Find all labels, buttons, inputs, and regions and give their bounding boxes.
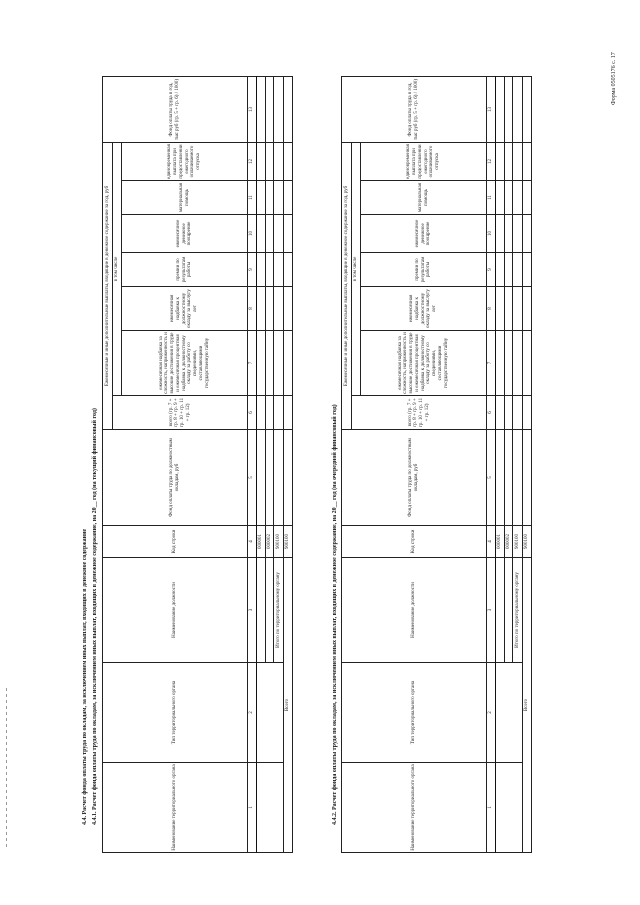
col-number: 4 [487, 526, 496, 558]
col-number: 8 [248, 287, 257, 331]
col-number: 5 [487, 430, 496, 526]
grand-total-label: Всего [523, 558, 532, 853]
col-number: 7 [248, 331, 257, 396]
header-territorial-type: Тип территориального органа [103, 663, 248, 763]
scan-edge-mark [6, 688, 7, 848]
col-number: 6 [487, 396, 496, 430]
header-col9: премии по результатам работы [361, 253, 487, 287]
header-col12: единовременная выплата при предоставлении ежегодного оплачиваемого отпуска [122, 142, 248, 180]
col-number: 12 [248, 142, 257, 180]
col-number: 11 [248, 181, 257, 215]
header-col11: материальная помощь [122, 181, 248, 215]
row-code: 000001 [495, 526, 504, 558]
col-number: 10 [248, 215, 257, 253]
row-code: 000002 [265, 526, 274, 558]
total-territorial-label: Итого по территориальному органу [513, 558, 523, 663]
header-col7: ежемесячная надбавка за сложность, напряженность и высокие достижения в труде и ежемесячная процентная надбавка к должностному окладу за работу со сведениями, составляющими государственную тайну [361, 331, 487, 396]
row-code: 000001 [256, 526, 265, 558]
section-2-table [341, 76, 532, 853]
section-2-title: 4.4.2. Расчет фонда оплаты труда по окладам, за исключением иных выплат, входящих в денежное содержание, на 20__ год (на очередной финансовый год) [332, 404, 338, 825]
col-number: 9 [487, 253, 496, 287]
header-col11: материальная помощь [361, 181, 487, 215]
col-number: 2 [248, 663, 257, 763]
cell-empty [265, 558, 274, 663]
cell-empty [256, 558, 265, 663]
col-number: 13 [487, 76, 496, 142]
grand-total-code: 900100 [284, 526, 293, 558]
header-code: Код строки [342, 526, 487, 558]
col-number: 11 [487, 181, 496, 215]
col-number: 3 [248, 558, 257, 663]
header-including: в том числе [352, 142, 361, 395]
table-row [495, 76, 504, 852]
cell-empty [495, 663, 523, 763]
col-number: 12 [487, 142, 496, 180]
header-territorial-type: Тип территориального органа [342, 663, 487, 763]
col-number: 7 [487, 331, 496, 396]
table-row [523, 76, 532, 852]
header-col8: ежемесячная надбавка к должностному окладу за выслугу лет [122, 287, 248, 331]
col-number: 1 [487, 763, 496, 853]
cell-empty [504, 558, 513, 663]
col-number: 3 [487, 558, 496, 663]
header-fund-salary: Фонд оплаты труда по должностным окладам, руб [342, 430, 487, 526]
header-col12: единовременная выплата при предоставлении ежегодного оплачиваемого отпуска [361, 142, 487, 180]
header-col13: Фонд оплаты труда в год, тыс руб (гр. 5 + гр. 6) / 1000) [342, 76, 487, 142]
col-number: 13 [248, 76, 257, 142]
header-territorial-name: Наименование территориального органа [342, 763, 487, 853]
col-number: 4 [248, 526, 257, 558]
grand-total-label: Всего [284, 558, 293, 853]
header-monthly-group: Ежемесячные и иные дополнительные выплаты, входящие в денежное содержание за год, руб [342, 142, 352, 429]
header-monthly-group: Ежемесячные и иные дополнительные выплаты, входящие в денежное содержание за год, руб [103, 142, 113, 429]
header-col10: ежемесячное денежное поощрение [361, 215, 487, 253]
grand-total-code: 900100 [523, 526, 532, 558]
col-number: 9 [248, 253, 257, 287]
table-row [284, 76, 293, 852]
col-number: 5 [248, 430, 257, 526]
total-territorial-label: Итого по территориальному органу [274, 558, 284, 663]
col-number: 8 [487, 287, 496, 331]
table-row [256, 76, 265, 852]
header-total: всего (гр. 7 + гр. 8 + гр. 9 + гр. 10 + гр. 11 + гр. 12) [352, 396, 487, 430]
cell-empty [495, 558, 504, 663]
col-number: 10 [487, 215, 496, 253]
main-heading: 4.4. Расчет фонда оплаты труда по окладам, за исключением иных выплат, входящих в денежное содержание [82, 528, 88, 825]
header-position-name: Наименование должности [342, 558, 487, 663]
header-position-name: Наименование должности [103, 558, 248, 663]
header-including: в том числе [113, 142, 122, 395]
cell-empty [256, 663, 284, 763]
header-territorial-name: Наименование территориального органа [103, 763, 248, 853]
cell-empty [256, 763, 284, 853]
header-col8: ежемесячная надбавка к должностному окладу за выслугу лет [361, 287, 487, 331]
header-fund-salary: Фонд оплаты труда по должностным окладам, руб [103, 430, 248, 526]
section-1-table [102, 76, 293, 853]
form-code: Форма 0505176 с. 17 [611, 52, 617, 105]
header-code: Код строки [103, 526, 248, 558]
row-code: 000002 [504, 526, 513, 558]
header-col13: Фонд оплаты труда в год, тыс руб (гр. 5 + гр. 6) / 1000) [103, 76, 248, 142]
col-number: 1 [248, 763, 257, 853]
header-col10: ежемесячное денежное поощрение [122, 215, 248, 253]
header-col7: ежемесячная надбавка за сложность, напряженность и высокие достижения в труде и ежемесячная процентная надбавка к должностному окладу за работу со сведениями, составляющими государственную тайну [122, 331, 248, 396]
total-territorial-code: 900100 [274, 526, 284, 558]
col-number: 2 [487, 663, 496, 763]
header-total: всего (гр. 7 + гр. 8 + гр. 9 + гр. 10 + гр. 11 + гр. 12) [113, 396, 248, 430]
header-col9: премии по результатам работы [122, 253, 248, 287]
section-1-title: 4.4.1. Расчет фонда оплаты труда по окладам, за исключением иных выплат, входящих в денежное содержание, на 20__ год (на текущий финансовый год) [92, 408, 98, 825]
col-number: 6 [248, 396, 257, 430]
cell-empty [495, 763, 523, 853]
total-territorial-code: 900100 [513, 526, 523, 558]
